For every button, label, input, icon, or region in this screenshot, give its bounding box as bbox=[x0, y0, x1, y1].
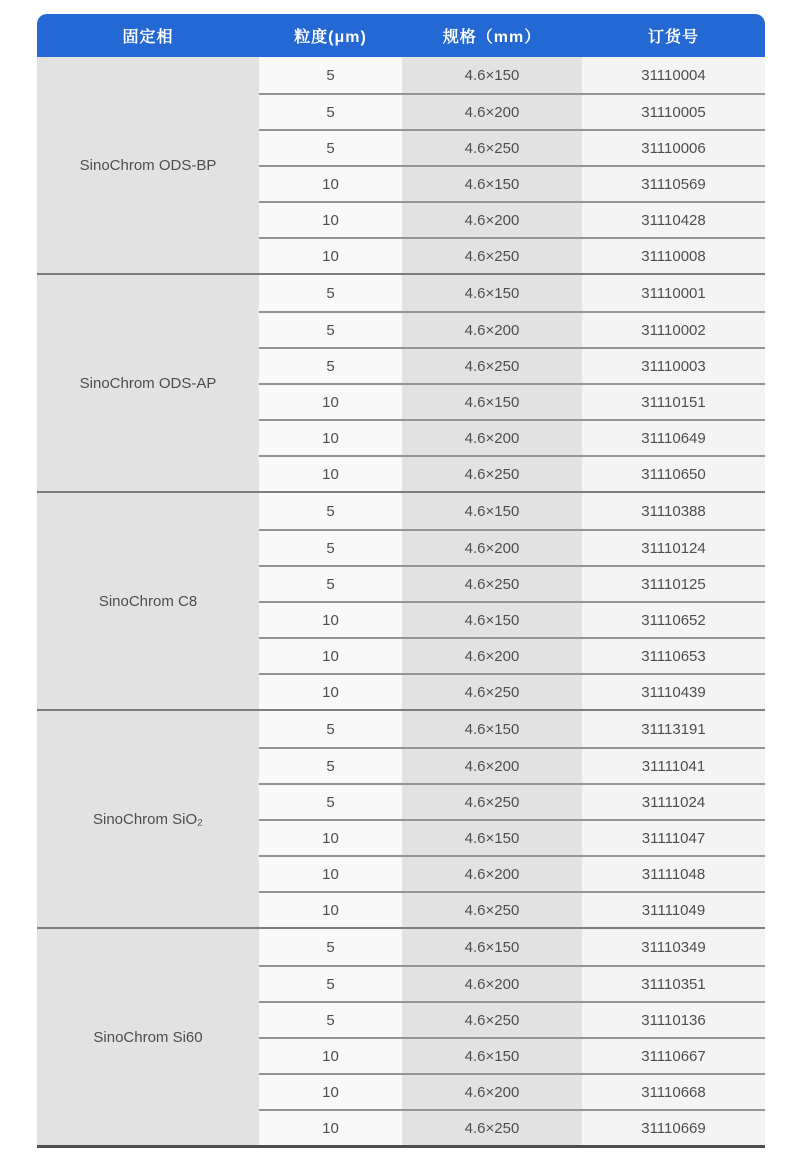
column-header-specification: 规格（mm） bbox=[442, 29, 542, 46]
table-row bbox=[259, 57, 765, 93]
order-number-cell: 31110667 bbox=[582, 1039, 765, 1073]
table-row bbox=[259, 1073, 765, 1109]
specification-cell: 4.6×200 bbox=[402, 1075, 582, 1109]
order-number-cell: 31111048 bbox=[582, 857, 765, 891]
particle-size-cell: 10 bbox=[259, 457, 402, 491]
order-number-cell: 31110005 bbox=[582, 95, 765, 129]
specification-cell: 4.6×200 bbox=[402, 857, 582, 891]
table-row bbox=[259, 855, 765, 891]
table-row bbox=[259, 601, 765, 637]
stationary-phase-cell: SinoChrom C8 bbox=[37, 493, 259, 709]
specification-cell: 4.6×250 bbox=[402, 349, 582, 383]
table-row bbox=[259, 1001, 765, 1037]
table-row bbox=[259, 565, 765, 601]
particle-size-cell: 10 bbox=[259, 1075, 402, 1109]
particle-size-cell: 5 bbox=[259, 493, 402, 529]
table-row bbox=[259, 673, 765, 709]
table-row bbox=[259, 929, 765, 965]
order-number-cell: 31110006 bbox=[582, 131, 765, 165]
particle-size-cell: 5 bbox=[259, 531, 402, 565]
table-row bbox=[259, 1109, 765, 1145]
product-group bbox=[37, 927, 765, 1145]
order-number-cell: 31110653 bbox=[582, 639, 765, 673]
specification-cell: 4.6×200 bbox=[402, 967, 582, 1001]
particle-size-cell: 10 bbox=[259, 857, 402, 891]
particle-size-cell: 10 bbox=[259, 239, 402, 273]
order-number-cell: 31111047 bbox=[582, 821, 765, 855]
order-number-cell: 31110002 bbox=[582, 313, 765, 347]
product-group bbox=[37, 491, 765, 709]
specification-cell: 4.6×250 bbox=[402, 1111, 582, 1145]
particle-size-cell: 10 bbox=[259, 1111, 402, 1145]
table-row bbox=[259, 311, 765, 347]
group-rows bbox=[259, 57, 765, 273]
specification-cell: 4.6×200 bbox=[402, 531, 582, 565]
table-row bbox=[259, 1037, 765, 1073]
table-body bbox=[37, 57, 765, 1148]
table-row bbox=[259, 529, 765, 565]
particle-size-cell: 5 bbox=[259, 567, 402, 601]
table-row bbox=[259, 129, 765, 165]
table-row bbox=[259, 165, 765, 201]
specification-cell: 4.6×200 bbox=[402, 639, 582, 673]
stationary-phase-cell: SinoChrom ODS-BP bbox=[37, 57, 259, 273]
order-number-cell: 31110001 bbox=[582, 275, 765, 311]
particle-size-cell: 10 bbox=[259, 603, 402, 637]
specification-cell: 4.6×200 bbox=[402, 749, 582, 783]
particle-size-cell: 10 bbox=[259, 385, 402, 419]
particle-size-cell: 5 bbox=[259, 929, 402, 965]
product-group bbox=[37, 709, 765, 927]
particle-size-cell: 10 bbox=[259, 893, 402, 927]
particle-size-cell: 10 bbox=[259, 675, 402, 709]
table-row bbox=[259, 383, 765, 419]
product-group bbox=[37, 273, 765, 491]
group-rows bbox=[259, 493, 765, 709]
specification-cell: 4.6×250 bbox=[402, 567, 582, 601]
specification-cell: 4.6×200 bbox=[402, 313, 582, 347]
specification-cell: 4.6×150 bbox=[402, 821, 582, 855]
particle-size-cell: 5 bbox=[259, 349, 402, 383]
specification-cell: 4.6×150 bbox=[402, 385, 582, 419]
particle-size-cell: 10 bbox=[259, 1039, 402, 1073]
particle-size-cell: 5 bbox=[259, 711, 402, 747]
column-header-particle-size: 粒度(μm) bbox=[294, 29, 367, 46]
specification-cell: 4.6×150 bbox=[402, 493, 582, 529]
order-number-cell: 31110652 bbox=[582, 603, 765, 637]
order-number-cell: 31110649 bbox=[582, 421, 765, 455]
group-rows bbox=[259, 929, 765, 1145]
table-row bbox=[259, 347, 765, 383]
order-number-cell: 31110650 bbox=[582, 457, 765, 491]
particle-size-cell: 10 bbox=[259, 821, 402, 855]
product-group bbox=[37, 57, 765, 273]
table-row bbox=[259, 637, 765, 673]
group-rows bbox=[259, 711, 765, 927]
particle-size-cell: 5 bbox=[259, 785, 402, 819]
table-row bbox=[259, 455, 765, 491]
specification-cell: 4.6×250 bbox=[402, 239, 582, 273]
order-number-cell: 31110428 bbox=[582, 203, 765, 237]
particle-size-cell: 5 bbox=[259, 1003, 402, 1037]
particle-size-cell: 5 bbox=[259, 749, 402, 783]
specification-cell: 4.6×150 bbox=[402, 711, 582, 747]
order-number-cell: 31110125 bbox=[582, 567, 765, 601]
table-row bbox=[259, 891, 765, 927]
order-number-cell: 31113191 bbox=[582, 711, 765, 747]
specification-cell: 4.6×250 bbox=[402, 785, 582, 819]
order-number-cell: 31110003 bbox=[582, 349, 765, 383]
order-number-cell: 31111024 bbox=[582, 785, 765, 819]
specification-cell: 4.6×150 bbox=[402, 603, 582, 637]
table-row bbox=[259, 965, 765, 1001]
specification-cell: 4.6×150 bbox=[402, 929, 582, 965]
particle-size-cell: 5 bbox=[259, 57, 402, 93]
particle-size-cell: 5 bbox=[259, 313, 402, 347]
table-row bbox=[259, 419, 765, 455]
specification-cell: 4.6×250 bbox=[402, 1003, 582, 1037]
table-row bbox=[259, 493, 765, 529]
table-row bbox=[259, 819, 765, 855]
particle-size-cell: 5 bbox=[259, 131, 402, 165]
stationary-phase-cell: SinoChrom Si60 bbox=[37, 929, 259, 1145]
column-header-order-number: 订货号 bbox=[647, 29, 699, 46]
order-number-cell: 31110669 bbox=[582, 1111, 765, 1145]
table-row bbox=[259, 711, 765, 747]
group-rows bbox=[259, 275, 765, 491]
order-number-cell: 31110124 bbox=[582, 531, 765, 565]
order-number-cell: 31110008 bbox=[582, 239, 765, 273]
table-row bbox=[259, 747, 765, 783]
specification-cell: 4.6×150 bbox=[402, 1039, 582, 1073]
stationary-phase-cell: SinoChrom SiO₂ bbox=[37, 711, 259, 927]
particle-size-cell: 5 bbox=[259, 967, 402, 1001]
specification-cell: 4.6×150 bbox=[402, 167, 582, 201]
table-row bbox=[259, 237, 765, 273]
table-row bbox=[259, 93, 765, 129]
order-number-cell: 31110136 bbox=[582, 1003, 765, 1037]
specification-cell: 4.6×250 bbox=[402, 457, 582, 491]
product-catalog-table bbox=[37, 14, 765, 1148]
stationary-phase-cell: SinoChrom ODS-AP bbox=[37, 275, 259, 491]
specification-cell: 4.6×250 bbox=[402, 893, 582, 927]
table-header-row bbox=[37, 14, 765, 57]
order-number-cell: 31110004 bbox=[582, 57, 765, 93]
particle-size-cell: 10 bbox=[259, 167, 402, 201]
specification-cell: 4.6×150 bbox=[402, 275, 582, 311]
order-number-cell: 31110388 bbox=[582, 493, 765, 529]
order-number-cell: 31110349 bbox=[582, 929, 765, 965]
table-row bbox=[259, 275, 765, 311]
specification-cell: 4.6×200 bbox=[402, 421, 582, 455]
column-header-stationary-phase: 固定相 bbox=[122, 29, 174, 46]
order-number-cell: 31110439 bbox=[582, 675, 765, 709]
table-row bbox=[259, 783, 765, 819]
order-number-cell: 31110351 bbox=[582, 967, 765, 1001]
specification-cell: 4.6×200 bbox=[402, 203, 582, 237]
specification-cell: 4.6×250 bbox=[402, 675, 582, 709]
particle-size-cell: 5 bbox=[259, 95, 402, 129]
particle-size-cell: 10 bbox=[259, 421, 402, 455]
specification-cell: 4.6×200 bbox=[402, 95, 582, 129]
particle-size-cell: 10 bbox=[259, 203, 402, 237]
particle-size-cell: 10 bbox=[259, 639, 402, 673]
particle-size-cell: 5 bbox=[259, 275, 402, 311]
order-number-cell: 31110569 bbox=[582, 167, 765, 201]
order-number-cell: 31111041 bbox=[582, 749, 765, 783]
order-number-cell: 31111049 bbox=[582, 893, 765, 927]
specification-cell: 4.6×150 bbox=[402, 57, 582, 93]
table-row bbox=[259, 201, 765, 237]
specification-cell: 4.6×250 bbox=[402, 131, 582, 165]
order-number-cell: 31110668 bbox=[582, 1075, 765, 1109]
order-number-cell: 31110151 bbox=[582, 385, 765, 419]
